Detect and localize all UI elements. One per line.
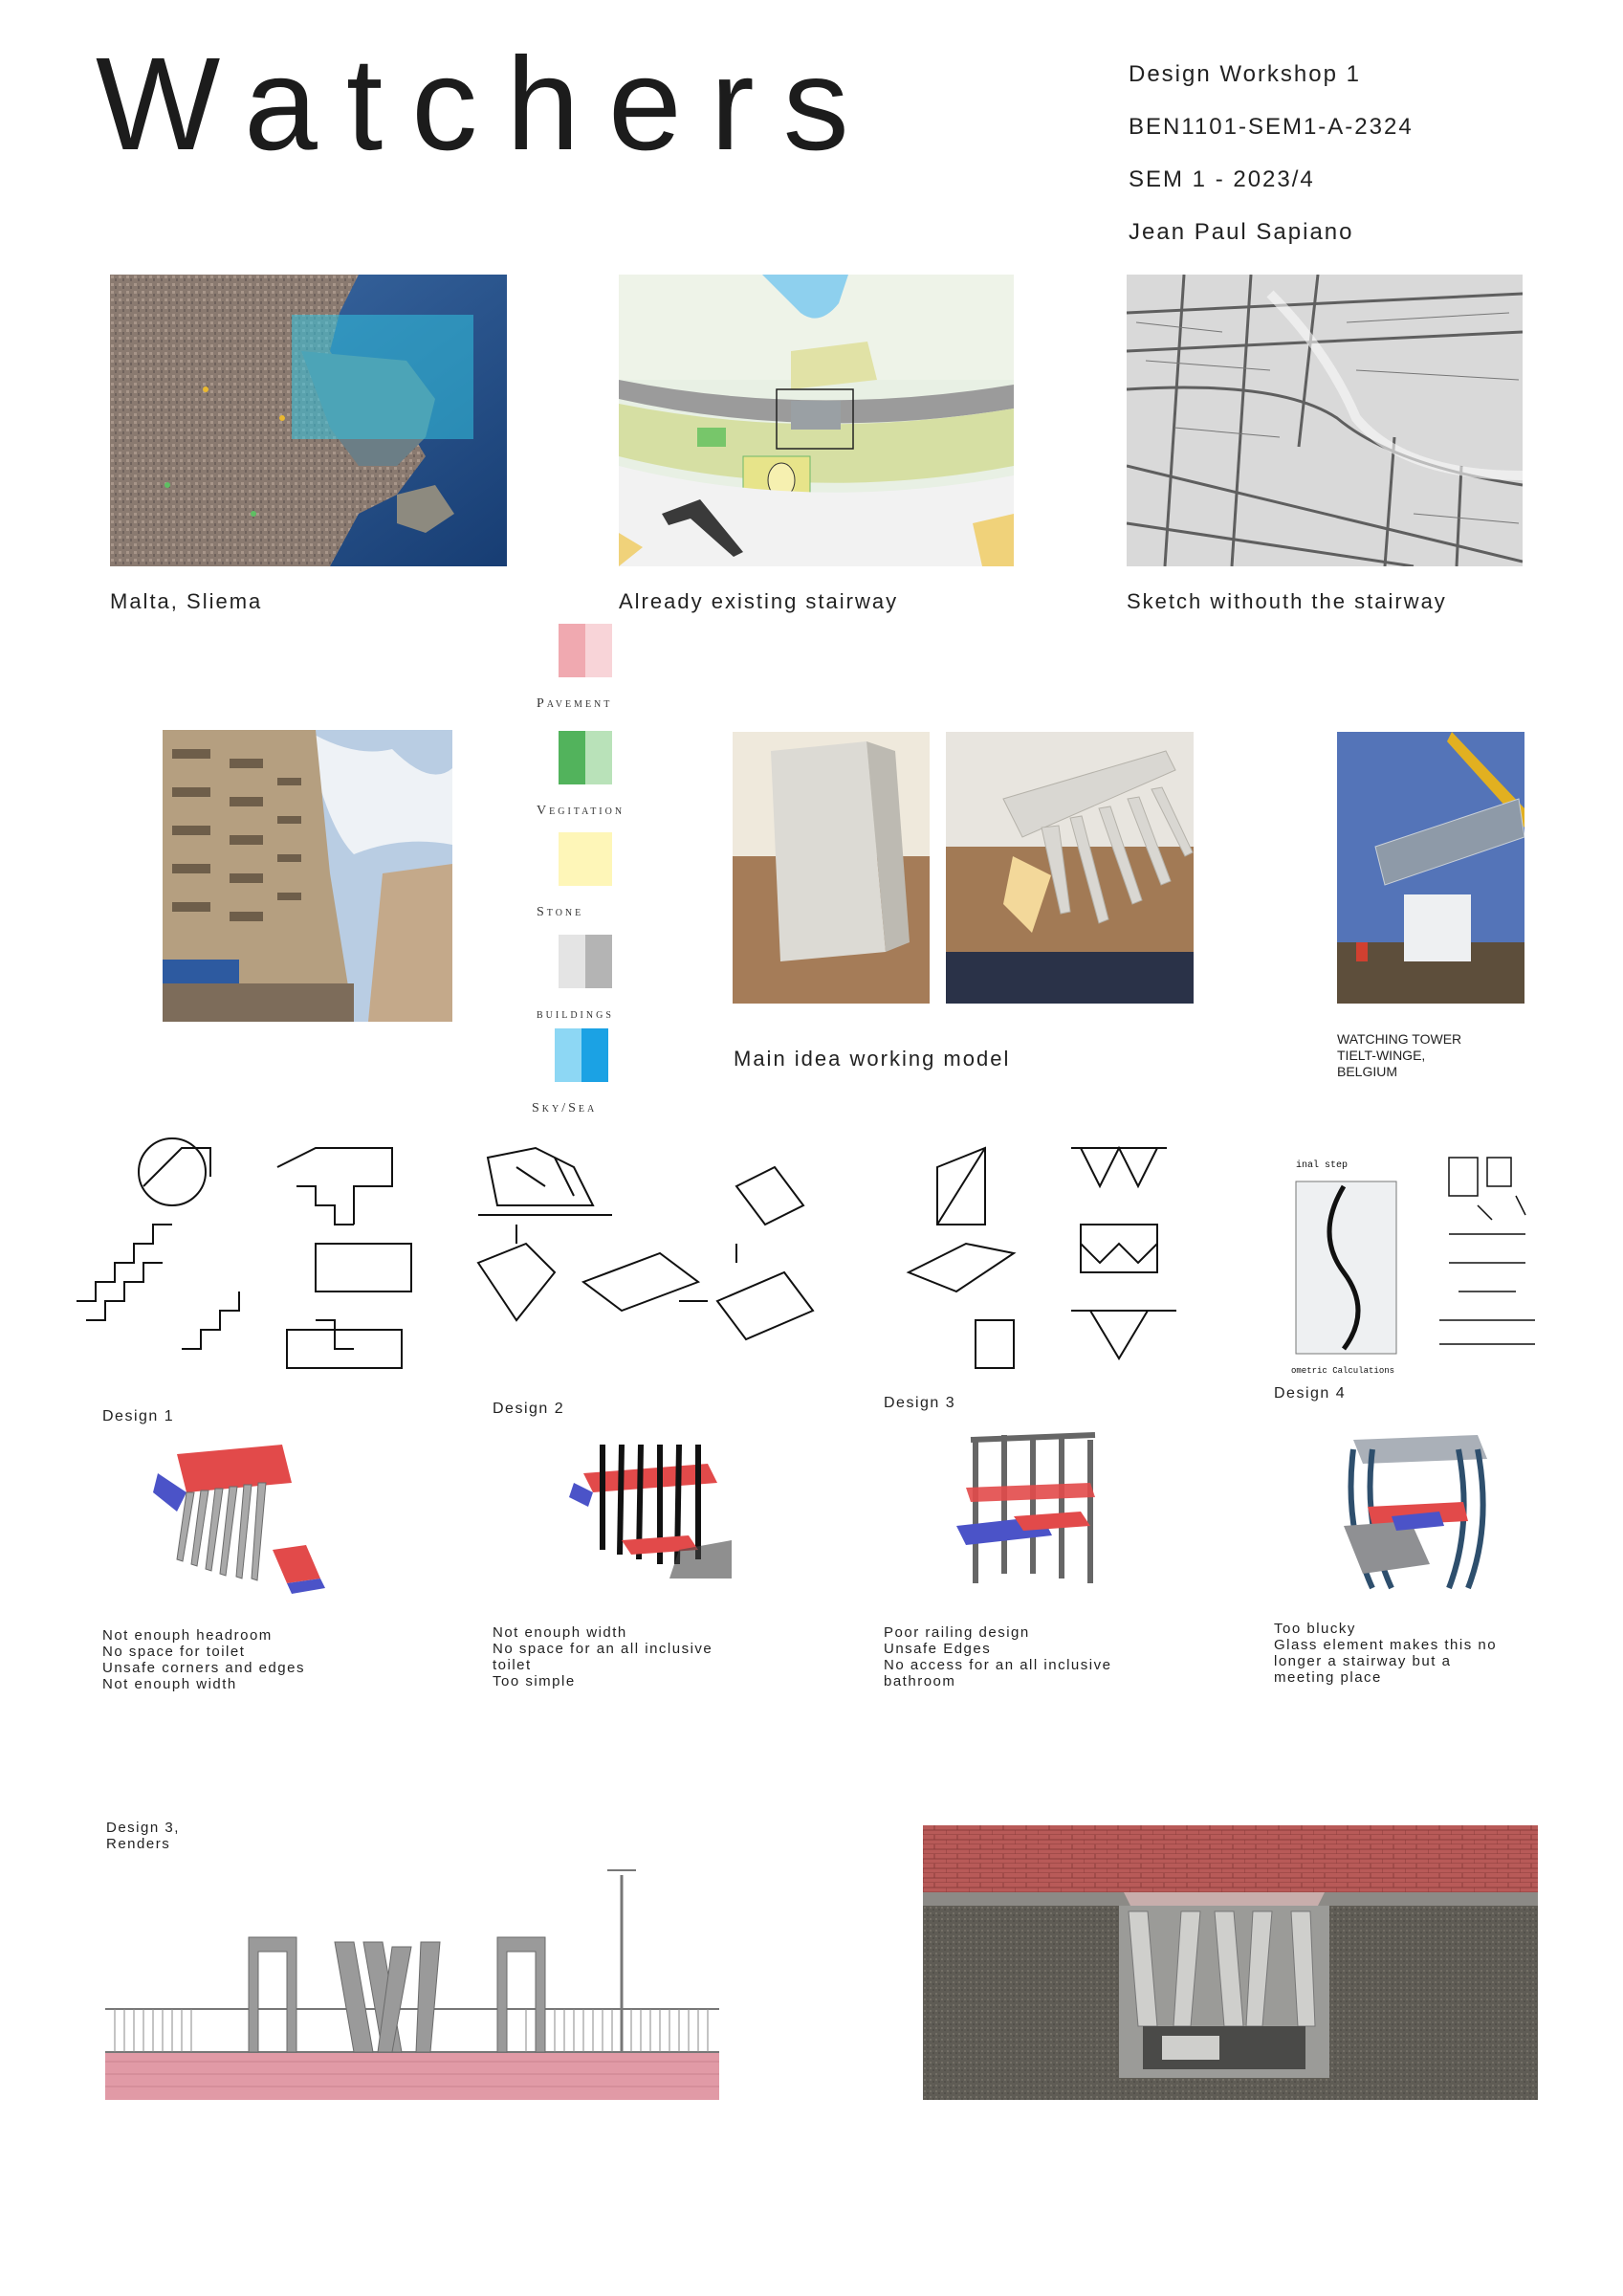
renders-caption: Design 3, Renders [106, 1820, 180, 1852]
legend-swatch-vegitation [559, 731, 612, 784]
legend-label-pavement: Pavement [537, 696, 613, 711]
street-photo [163, 730, 452, 1022]
design-2-note: Not enouph width No space for an all inclusive toilet Too simple [493, 1624, 713, 1689]
legend-swatch-stone [559, 832, 612, 886]
design-3-note: Poor railing design Unsafe Edges No access for an all inclusive bathroom [884, 1624, 1112, 1689]
tower-caption: WATCHING TOWER TIELT-WINGE, BELGIUM [1337, 1031, 1462, 1079]
design-4-model [1334, 1430, 1497, 1593]
design-3-model [947, 1421, 1114, 1588]
design-4-note: Too blucky Glass element makes this no longer a stairway but a meeting place [1274, 1621, 1498, 1686]
render-underground [923, 1825, 1538, 2100]
design-2-sketch [459, 1129, 832, 1387]
legend-label-vegitation: Vegitation [537, 804, 625, 818]
legend-label-sky-sea: Sky/Sea [532, 1101, 598, 1115]
working-model-photo-1 [733, 732, 930, 1004]
site-sketch [1127, 275, 1523, 566]
design-3-label: Design 3 [884, 1395, 956, 1411]
render-elevation [105, 1856, 719, 2100]
legend-swatch-sky-sea [555, 1028, 608, 1082]
author: Jean Paul Sapiano [1129, 219, 1354, 245]
malta-caption: Malta, Sliema [110, 589, 263, 613]
watching-tower-photo [1337, 732, 1524, 1004]
semester: SEM 1 - 2023/4 [1129, 166, 1315, 192]
model-caption: Main idea working model [734, 1047, 1011, 1071]
design-4-label: Design 4 [1274, 1385, 1347, 1402]
legend-swatch-buildings [559, 935, 612, 988]
calc-label: ometric Calculations [1291, 1366, 1395, 1376]
malta-satellite-map [110, 275, 507, 566]
design-4-sketch [1286, 1138, 1545, 1382]
design-2-label: Design 2 [493, 1401, 565, 1417]
design-3-sketch [880, 1129, 1224, 1387]
legend-label-buildings: buildings [537, 1007, 614, 1022]
sketch-caption: Sketch withouth the stairway [1127, 589, 1447, 613]
legend-label-stone: Stone [537, 905, 584, 919]
working-model-photo-2 [946, 732, 1194, 1004]
course-code: BEN1101-SEM1-A-2324 [1129, 114, 1414, 140]
design-1-note: Not enouph headroom No space for toilet Unsafe corners and edges Not enouph width [102, 1627, 305, 1692]
design-1-model [148, 1435, 330, 1598]
design-2-model [564, 1435, 736, 1578]
stairway-caption: Already existing stairway [619, 589, 899, 613]
design-1-sketch [67, 1129, 430, 1387]
final-step-label: inal step [1296, 1160, 1349, 1171]
course-name: Design Workshop 1 [1129, 61, 1361, 87]
page-title: Watchers [96, 31, 878, 178]
legend-swatch-pavement [559, 624, 612, 677]
design-1-label: Design 1 [102, 1408, 175, 1424]
stairway-site-map [619, 275, 1014, 566]
